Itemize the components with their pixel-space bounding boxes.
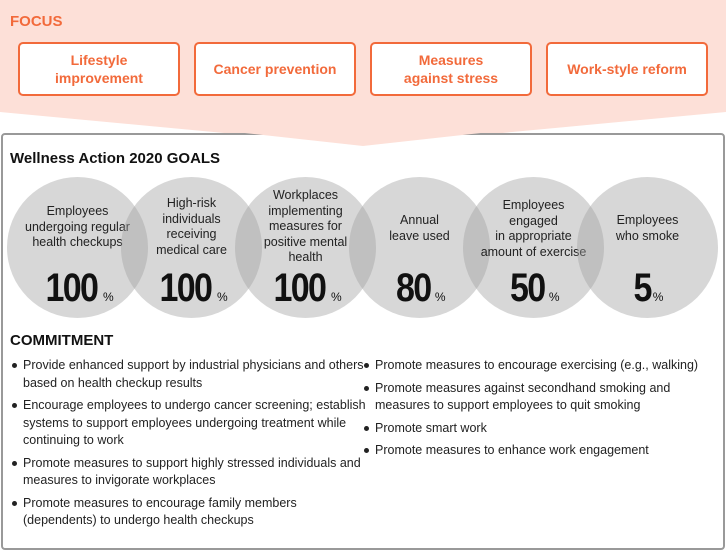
focus-item-lifestyle-improvement[interactable]: Lifestyle improvement (18, 42, 180, 96)
commitment-list-left (10, 357, 366, 535)
goal-value-unit: % (217, 290, 228, 304)
commitment-item: Promote measures to enhance work engagement (362, 442, 722, 460)
goal-label: Employees engaged in appropriate amount of exercise (480, 198, 587, 259)
commitment-item: Provide enhanced support by industrial physicians and others based on health checkup results (10, 357, 366, 392)
goal-value (577, 266, 718, 311)
goal-value-number: 100 (159, 266, 212, 310)
goal-label: Workplaces implementing measures for positive mental health (263, 188, 348, 264)
goal-value-number: 50 (510, 266, 545, 310)
focus-title: FOCUS (10, 13, 63, 30)
focus-item-measures-against-stress[interactable]: Measures against stress (370, 42, 532, 96)
commitment-title: COMMITMENT (10, 332, 114, 349)
goal-label: High-risk individuals receiving medical care (156, 196, 227, 257)
goal-label: Employees undergoing regular health checkups (25, 204, 130, 249)
commitment-item: Promote measures against secondhand smoking and measures to support employees to quit smoking (362, 380, 722, 415)
commitment-item: Promote measures to support highly stressed individuals and measures to invigorate workplaces (10, 455, 366, 490)
goal-label: Annual leave used (389, 213, 450, 243)
goals-title: Wellness Action 2020 GOALS (10, 150, 221, 167)
goal-value-unit: % (548, 290, 560, 304)
goal-value-unit: % (434, 290, 446, 304)
goal-value-unit: % (103, 290, 114, 304)
commitment-item: Promote measures to encourage family members (dependents) to undergo health checkups (10, 495, 366, 530)
goal-value-unit: % (652, 290, 664, 304)
goal-value-number: 100 (273, 266, 326, 310)
commitment-item: Promote measures to encourage exercising (e.g., walking) (362, 357, 722, 375)
goal-label: Employees who smoke (615, 213, 680, 243)
goal-value-number: 100 (45, 266, 98, 310)
commitment-item: Encourage employees to undergo cancer screening; establish systems to support employees undergoing treatment while continuing to work (10, 397, 366, 450)
commitment-list-right (362, 357, 722, 465)
focus-item-work-style-reform[interactable]: Work-style reform (546, 42, 708, 96)
goal-value-unit: % (331, 290, 342, 304)
focus-item-cancer-prevention[interactable]: Cancer prevention (194, 42, 356, 96)
goal-value-number: 80 (396, 266, 431, 310)
commitment-item: Promote smart work (362, 420, 722, 438)
goal-value-number: 5 (633, 266, 651, 310)
